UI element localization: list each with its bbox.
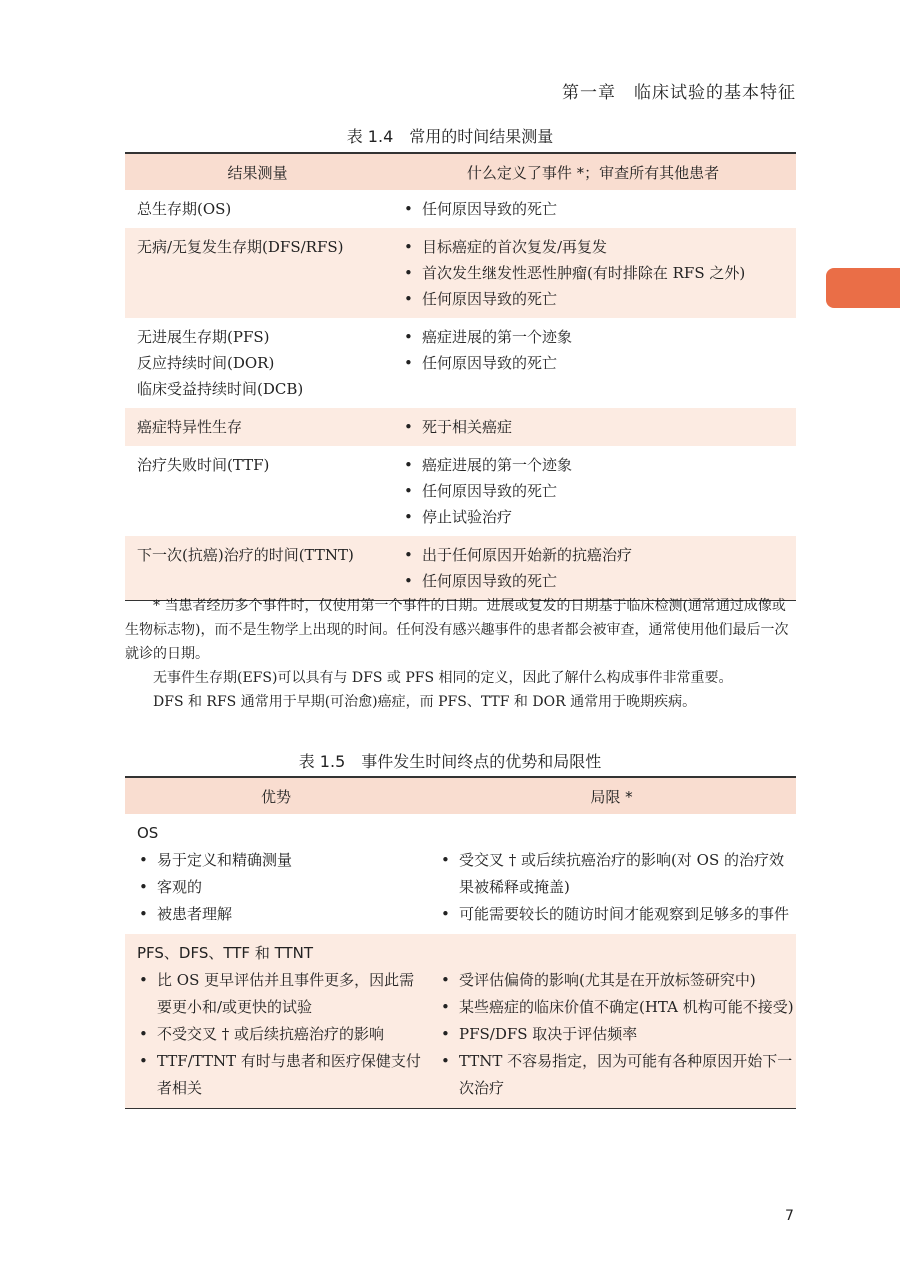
- measure-text: 下一次(抗癌)治疗的时间(TTNT): [137, 546, 354, 564]
- chapter-header: 第一章 临床试验的基本特征: [562, 83, 796, 103]
- measure-cell: [125, 228, 390, 318]
- measure-cell: [125, 190, 390, 228]
- note-paragraph: DFS 和 RFS 通常用于早期(可治愈)癌症，而 PFS、TTF 和 DOR 通常用于晚期疾病。: [153, 694, 697, 710]
- table-row: [125, 190, 796, 228]
- list-item: • 比 OS 更早评估并且事件更多，因此需要更小和/或更快的试验: [137, 967, 427, 1021]
- group-title: PFS、DFS、TTF 和 TTNT: [137, 944, 314, 962]
- list-item: • 癌症进展的第一个迹象: [402, 452, 796, 478]
- table2-col2-header: 局限 *: [427, 777, 796, 814]
- table-row: [125, 408, 796, 446]
- measure-cell: [125, 318, 390, 408]
- measure-text: 反应持续时间(DOR): [137, 354, 275, 372]
- table2-caption: 表 1.5 事件发生时间终点的优势和局限性: [298, 752, 602, 771]
- events-cell: [390, 228, 796, 318]
- table2-header-row: [125, 777, 796, 814]
- table-row: [125, 318, 796, 408]
- events-cell: [390, 318, 796, 408]
- list-item: • 任何原因导致的死亡: [402, 196, 796, 222]
- table1-notes: [125, 594, 796, 714]
- list-item: • 死于相关癌症: [402, 414, 796, 440]
- events-cell: [390, 536, 796, 601]
- table2-col1-header: 优势: [125, 777, 427, 814]
- measure-text: 临床受益持续时间(DCB): [137, 380, 304, 398]
- events-cell: [390, 190, 796, 228]
- table-row: [125, 536, 796, 601]
- table-row: [125, 814, 796, 934]
- measure-cell: [125, 446, 390, 536]
- list-item: • TTNT 不容易指定，因为可能有各种原因开始下一次治疗: [439, 1048, 796, 1102]
- page-number: 7: [785, 1208, 794, 1224]
- list-item: • 出于任何原因开始新的抗癌治疗: [402, 542, 796, 568]
- events-cell: [390, 408, 796, 446]
- list-item: • TTF/TTNT 有时与患者和医疗保健支付者相关: [137, 1048, 427, 1102]
- measure-text: 癌症特异性生存: [137, 418, 243, 436]
- table2: [125, 776, 796, 1109]
- measure-text: 总生存期(OS): [137, 200, 232, 218]
- table-row: [125, 228, 796, 318]
- table1-col1-header: 结果测量: [125, 153, 390, 190]
- list-item: • 任何原因导致的死亡: [402, 350, 796, 376]
- list-item: • 癌症进展的第一个迹象: [402, 324, 796, 350]
- list-item: • 首次发生继发性恶性肿瘤(有时排除在 RFS 之外): [402, 260, 796, 286]
- list-item: • 受交叉 † 或后续抗癌治疗的影响(对 OS 的治疗效果被稀释或掩盖): [439, 847, 796, 901]
- list-item: • 某些癌症的临床价值不确定(HTA 机构可能不接受): [439, 994, 796, 1021]
- list-item: • 任何原因导致的死亡: [402, 286, 796, 312]
- list-item: • 任何原因导致的死亡: [402, 478, 796, 504]
- list-item: • 被患者理解: [137, 901, 427, 928]
- list-item: • 停止试验治疗: [402, 504, 796, 530]
- measure-cell: [125, 408, 390, 446]
- list-item: • 不受交叉 † 或后续抗癌治疗的影响: [137, 1021, 427, 1048]
- table1-col2-header: 什么定义了事件 *；审查所有其他患者: [390, 153, 796, 190]
- measure-text: 无病/无复发生存期(DFS/RFS): [137, 238, 344, 256]
- list-item: • 任何原因导致的死亡: [402, 568, 796, 594]
- events-cell: [390, 446, 796, 536]
- list-item: • PFS/DFS 取决于评估频率: [439, 1021, 796, 1048]
- chapter-tab-marker: [826, 268, 900, 308]
- advantages-cell: [125, 814, 427, 934]
- table1: [125, 152, 796, 601]
- list-item: • 易于定义和精确测量: [137, 847, 427, 874]
- group-title: OS: [137, 824, 159, 842]
- note-paragraph: 无事件生存期(EFS)可以具有与 DFS 或 PFS 相同的定义，因此了解什么构成事件非常重要。: [153, 670, 733, 686]
- measure-text: 治疗失败时间(TTF): [137, 456, 270, 474]
- list-item: • 可能需要较长的随访时间才能观察到足够多的事件: [439, 901, 796, 928]
- list-item: • 受评估偏倚的影响(尤其是在开放标签研究中): [439, 967, 796, 994]
- limitations-cell: [427, 814, 796, 934]
- table-row: [125, 934, 796, 1109]
- list-item: • 目标癌症的首次复发/再复发: [402, 234, 796, 260]
- table1-header-row: [125, 153, 796, 190]
- advantages-cell: [125, 934, 427, 1109]
- limitations-cell: [427, 934, 796, 1109]
- list-item: • 客观的: [137, 874, 427, 901]
- note-paragraph: * 当患者经历多个事件时，仅使用第一个事件的日期。进展或复发的日期基于临床检测(通常通过成像或生物标志物)，而不是生物学上出现的时间。任何没有感兴趣事件的患者都会被审查，通常使用他们最后一次就诊的日期。: [125, 598, 789, 662]
- table1-caption: 表 1.4 常用的时间结果测量: [346, 127, 554, 146]
- measure-cell: [125, 536, 390, 601]
- measure-text: 无进展生存期(PFS): [137, 328, 270, 346]
- table-row: [125, 446, 796, 536]
